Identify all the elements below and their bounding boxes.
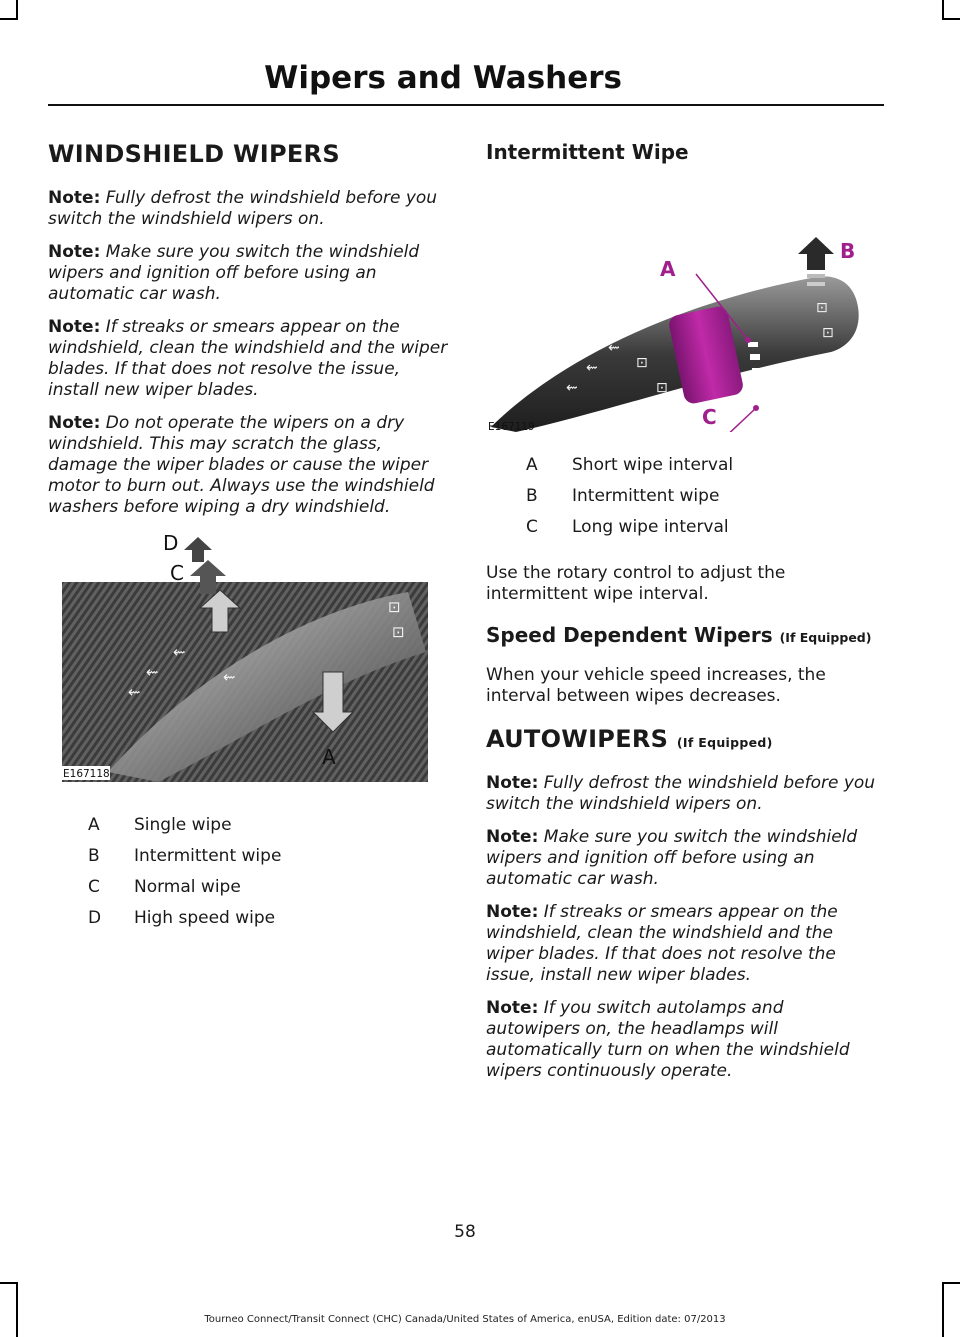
crop-mark <box>942 18 960 20</box>
note: Note: Do not operate the wipers on a dry windshield. This may scratch the glass, damage the wiper blades or cause the wiper motor to burn out. Always use the windshield washers before wiping a dry windshield. <box>48 413 435 517</box>
callout-label: A <box>660 257 676 281</box>
section-heading-autowipers: AUTOWIPERS (If Equipped) <box>486 725 773 753</box>
crop-mark <box>942 1282 944 1337</box>
legend-wiper-modes <box>48 810 448 934</box>
crop-mark <box>0 18 18 20</box>
callout-label: C <box>170 561 184 585</box>
svg-text:⇜: ⇜ <box>146 663 159 681</box>
qualifier-if-equipped: (If Equipped) <box>676 735 773 750</box>
figure-wiper-stalk <box>48 532 448 792</box>
page-number: 58 <box>454 1222 476 1242</box>
note: Note: Fully defrost the windshield before you switch the windshield wipers on. <box>48 188 438 229</box>
header-divider <box>48 104 884 106</box>
callout-label: B <box>840 239 856 263</box>
svg-text:⇜: ⇜ <box>173 643 186 661</box>
svg-text:⇜: ⇜ <box>608 340 620 356</box>
figure-rotary-control <box>486 182 882 432</box>
svg-text:⊡: ⊡ <box>392 623 405 641</box>
legend-intervals <box>486 450 882 543</box>
figure-code: E167119 <box>488 421 535 432</box>
page-header-title: Wipers and Washers <box>264 60 622 96</box>
note: Note: If streaks or smears appear on the windshield, clean the windshield and the wiper blades. If that does not resolve the issue, install new wiper blades. <box>486 902 838 985</box>
legend-item: A Short wipe interval <box>526 455 734 475</box>
left-column <box>48 140 448 954</box>
legend-item: A Single wipe <box>88 815 232 835</box>
svg-text:⊡: ⊡ <box>822 325 834 341</box>
wiper-stalk-illustration <box>48 532 432 792</box>
svg-text:⇜: ⇜ <box>586 360 598 376</box>
footer-edition-info: Tourneo Connect/Transit Connect (CHC) Canada/United States of America, enUSA, Edition date: 07/2013 <box>204 1314 726 1325</box>
figure-code: E167118 <box>63 768 110 780</box>
crop-mark <box>942 0 944 20</box>
subheading-speed-dependent-wipers: Speed Dependent Wipers (If Equipped) <box>486 623 872 647</box>
callout-label: C <box>702 405 717 429</box>
crop-mark <box>16 1282 18 1337</box>
note: Note: Make sure you switch the windshield wipers and ignition off before using an automatic car wash. <box>486 827 858 889</box>
svg-text:⊡: ⊡ <box>388 598 401 616</box>
arrow-up-icon <box>184 537 212 562</box>
svg-text:⊡: ⊡ <box>656 380 668 396</box>
body-text: Use the rotary control to adjust the intermittent wipe interval. <box>486 563 786 604</box>
crop-mark <box>0 1282 18 1284</box>
svg-text:⊡: ⊡ <box>636 355 648 371</box>
body-text: When your vehicle speed increases, the interval between wipes decreases. <box>486 665 826 706</box>
legend-item: B Intermittent wipe <box>88 846 282 866</box>
svg-text:⇜: ⇜ <box>223 668 236 686</box>
legend-item: C Long wipe interval <box>526 517 729 537</box>
note: Note: If streaks or smears appear on the windshield, clean the windshield and the wiper blades. If that does not resolve the issue, install new wiper blades. <box>48 317 448 400</box>
callout-label: D <box>163 532 179 555</box>
callout-label: A <box>322 745 336 769</box>
subheading-intermittent-wipe: Intermittent Wipe <box>486 140 689 164</box>
section-heading-windshield-wipers: WINDSHIELD WIPERS <box>48 140 340 168</box>
note: Note: Fully defrost the windshield before you switch the windshield wipers on. <box>486 773 876 814</box>
legend-item: D High speed wipe <box>88 908 276 928</box>
note: Note: If you switch autolamps and autowipers on, the headlamps will automatically turn on when the windshield wipers continuously operate. <box>486 998 850 1081</box>
rotary-control-illustration <box>486 182 866 432</box>
svg-text:⇜: ⇜ <box>128 683 141 701</box>
qualifier-if-equipped: (If Equipped) <box>779 630 872 645</box>
right-column <box>486 140 882 1094</box>
svg-text:⊡: ⊡ <box>816 300 828 316</box>
svg-text:⇜: ⇜ <box>566 380 578 396</box>
legend-item: C Normal wipe <box>88 877 241 897</box>
note: Note: Make sure you switch the windshield wipers and ignition off before using an automatic car wash. <box>48 242 420 304</box>
legend-item: B Intermittent wipe <box>526 486 720 506</box>
crop-mark <box>942 1282 960 1284</box>
crop-mark <box>16 0 18 20</box>
